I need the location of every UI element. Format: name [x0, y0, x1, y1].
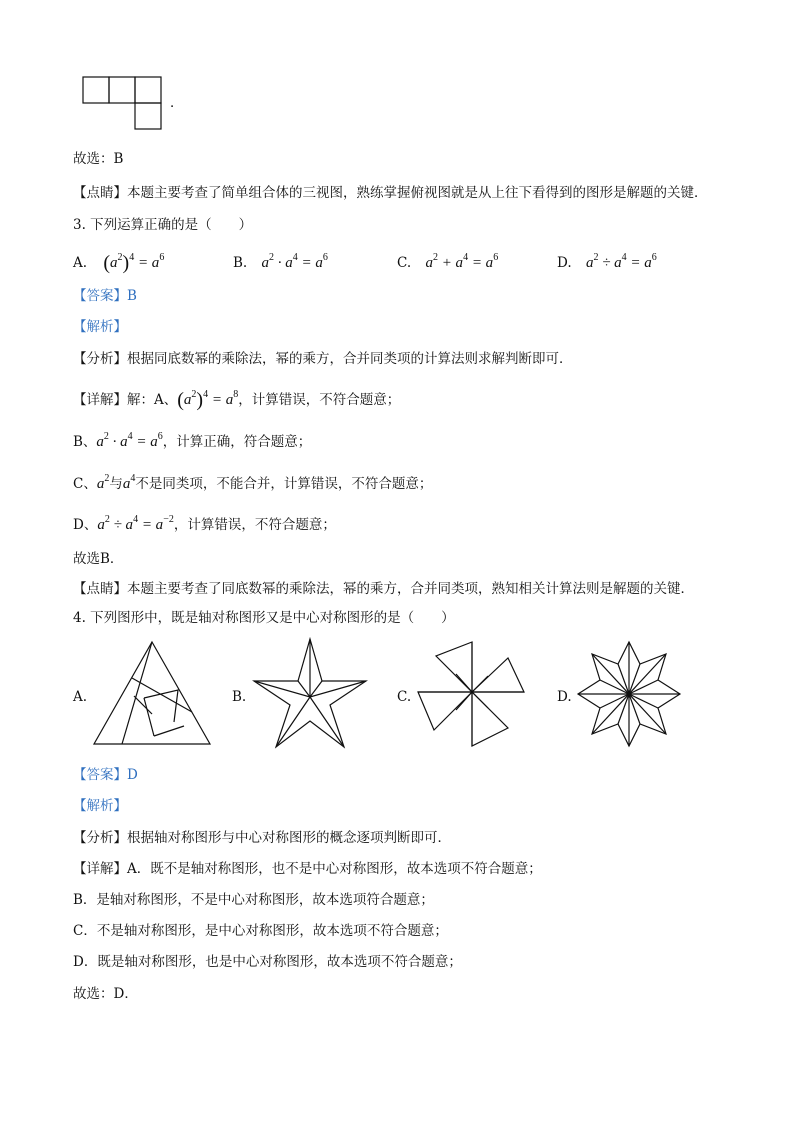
q4-stem: 4. 下列图形中，既是轴对称图形又是中心对称图形的是（ ）	[73, 610, 455, 626]
prev-comment: 【点睛】本题主要考查了简单组合体的三视图，熟练掌握俯视图就是从上往下看得到的图形是解题的关键．	[73, 185, 708, 201]
q4-option-b-label: B.	[232, 689, 247, 705]
q3-detail-a: 【详解】解：A、$(a^2)^4 = a^8$，计算错误，不符合题意；	[73, 389, 401, 411]
q3-choice: 故选B．	[73, 551, 124, 567]
q3-fenxi: 【分析】根据同底数幂的乘除法，幂的乘方，合并同类项的计算法则求解判断即可．	[73, 351, 573, 367]
q4-detail-c: C．不是轴对称图形，是中心对称图形，故本选项不符合题意；	[73, 923, 448, 939]
q3-option-b: B. $a^2 \cdot a^4 = a^6$	[233, 252, 328, 271]
prev-choice: 故选：B	[73, 151, 124, 167]
q3-detail-b: B、$a^2 \cdot a^4 = a^6$，计算正确，符合题意；	[73, 431, 312, 450]
q4-choice: 故选：D．	[73, 986, 138, 1002]
q3-stem: 3. 下列运算正确的是（ ）	[73, 217, 253, 233]
q3-option-a: A. $(a^2)^4 = a^6$	[73, 252, 165, 274]
q3-detail-c: C、$a^2$与$a^4$不是同类项，不能合并，计算错误，不符合题意；	[73, 473, 433, 492]
q4-figure-d	[576, 640, 682, 748]
q3-detail-d: D、$a^2 \div a^4 = a^{-2}$，计算错误，不符合题意；	[73, 514, 336, 533]
q3-comment: 【点睛】本题主要考查了同底数幂的乘除法，幂的乘方，合并同类项，熟知相关计算法则是解题的关键．	[73, 581, 694, 597]
q4-option-c-label: C.	[397, 689, 412, 705]
q4-figure-b	[252, 637, 368, 749]
q4-fenxi: 【分析】根据轴对称图形与中心对称图形的概念逐项判断即可．	[73, 830, 451, 846]
figure-period: ．	[170, 95, 184, 111]
q3-option-c: C. $a^2 + a^4 = a^6$	[397, 252, 499, 271]
q4-detail-b: B．是轴对称图形，不是中心对称图形，故本选项符合题意；	[73, 892, 434, 908]
q4-option-d-label: D.	[557, 689, 572, 705]
q4-detail-d: D．既是轴对称图形，也是中心对称图形，故本选项不符合题意；	[73, 954, 462, 970]
q3-option-d: D. $a^2 \div a^4 = a^6$	[557, 252, 657, 271]
q4-option-a-label: A.	[73, 689, 88, 705]
q3-analysis-tag: 【解析】	[73, 319, 127, 335]
q4-figure-c	[416, 640, 526, 748]
q4-detail-a: 【详解】A．既不是轴对称图形，也不是中心对称图形，故本选项不符合题意；	[73, 861, 542, 877]
top-view-figure	[82, 76, 162, 132]
q4-analysis-tag: 【解析】	[73, 798, 127, 814]
q4-answer: 【答案】D	[73, 767, 138, 783]
q3-answer: 【答案】B	[73, 288, 137, 304]
q4-figure-a	[92, 640, 212, 748]
